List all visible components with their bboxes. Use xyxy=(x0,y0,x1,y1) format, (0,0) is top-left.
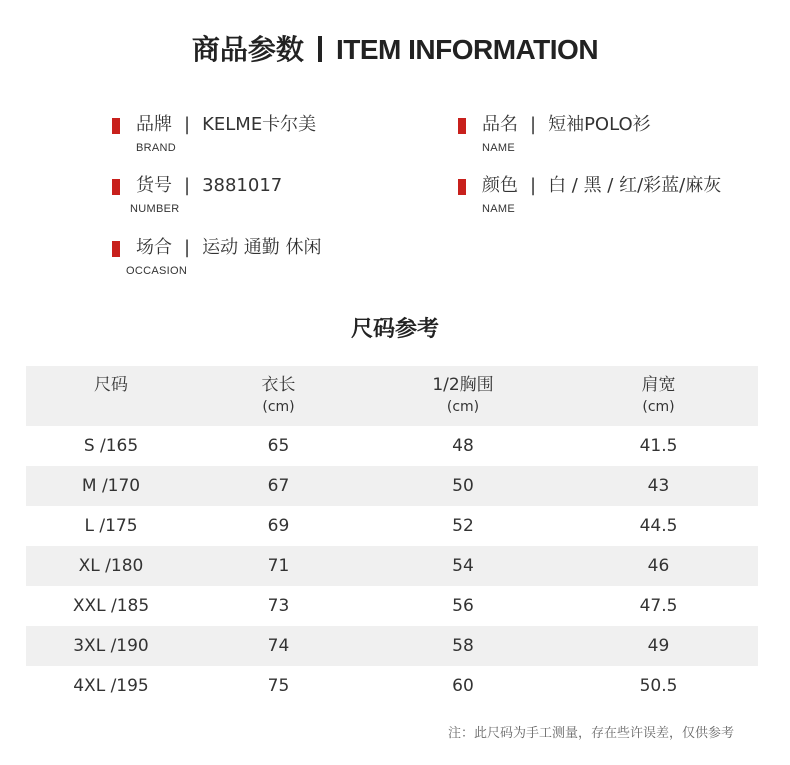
table-cell: 44.5 xyxy=(639,516,678,536)
table-cell: 4XL /195 xyxy=(73,676,149,696)
info-value: 3881017 xyxy=(202,175,283,196)
table-cell: S /165 xyxy=(83,436,139,456)
header-cell: 肩宽 (cm) xyxy=(641,375,676,415)
red-marker-icon xyxy=(458,118,466,134)
title-cn: 商品参数 xyxy=(191,33,304,66)
info-value: 运动 通勤 休闲 xyxy=(202,237,322,258)
table-cell: 52 xyxy=(452,516,474,536)
title-en: ITEM INFORMATION xyxy=(335,34,599,65)
page-title xyxy=(0,28,790,68)
header-cell: 衣长 (cm) xyxy=(261,375,296,415)
table-row xyxy=(26,666,758,706)
table-cell: 75 xyxy=(267,676,290,696)
table-cell: M /170 xyxy=(81,476,141,496)
table-cell: 41.5 xyxy=(639,436,678,456)
info-sub: NAME xyxy=(482,203,515,215)
info-sub: NUMBER xyxy=(130,203,180,215)
info-sub: NAME xyxy=(482,142,515,154)
info-value: 短袖POLO衫 xyxy=(548,114,651,135)
info-value: KELME卡尔美 xyxy=(202,114,317,135)
table-cell: XXL /185 xyxy=(72,596,150,616)
table-cell: 73 xyxy=(267,596,290,616)
table-header xyxy=(26,366,758,426)
table-row xyxy=(26,466,758,506)
table-cell: 46 xyxy=(647,556,670,576)
table-cell: 65 xyxy=(267,436,290,456)
table-row xyxy=(26,426,758,466)
info-sub: OCCASION xyxy=(126,265,188,277)
table-cell: 56 xyxy=(452,596,474,616)
info-label: 品牌 xyxy=(136,114,172,135)
info-label: 场合 xyxy=(136,237,172,258)
table-row xyxy=(26,546,758,586)
table-cell: 67 xyxy=(267,476,290,496)
title-divider xyxy=(318,36,322,62)
info-label: 颜色 xyxy=(482,175,518,196)
table-cell: 54 xyxy=(452,556,474,576)
measurement-note: 注：此尺码为手工测量，存在些许误差，仅供参考 xyxy=(447,726,734,741)
size-table xyxy=(26,366,758,706)
table-row xyxy=(26,586,758,626)
table-cell: XL /180 xyxy=(78,556,144,576)
table-row xyxy=(26,506,758,546)
red-marker-icon xyxy=(112,179,120,195)
info-label: 品名 xyxy=(482,114,518,135)
table-cell: L /175 xyxy=(84,516,138,536)
table-cell: 69 xyxy=(267,516,290,536)
info-label: 货号 xyxy=(136,175,172,196)
info-value: 白 / 黑 / 红/彩蓝/麻灰 xyxy=(548,175,722,196)
table-cell: 3XL /190 xyxy=(73,636,149,656)
table-cell: 74 xyxy=(267,636,290,656)
table-cell: 58 xyxy=(452,636,474,656)
header-cell: 1/2胸围 (cm) xyxy=(432,375,494,415)
table-cell: 50 xyxy=(452,476,474,496)
table-cell: 47.5 xyxy=(639,596,678,616)
red-marker-icon xyxy=(458,179,466,195)
info-sub: BRAND xyxy=(136,142,177,154)
table-cell: 71 xyxy=(267,556,290,576)
size-chart-title: 尺码参考 xyxy=(350,317,439,342)
red-marker-icon xyxy=(112,118,120,134)
table-cell: 60 xyxy=(452,676,474,696)
header-cell: 尺码 xyxy=(94,375,128,395)
table-cell: 48 xyxy=(452,436,474,456)
table-row xyxy=(26,626,758,666)
table-cell: 50.5 xyxy=(639,676,678,696)
table-cell: 49 xyxy=(647,636,670,656)
red-marker-icon xyxy=(112,241,120,257)
table-cell: 43 xyxy=(647,476,670,496)
